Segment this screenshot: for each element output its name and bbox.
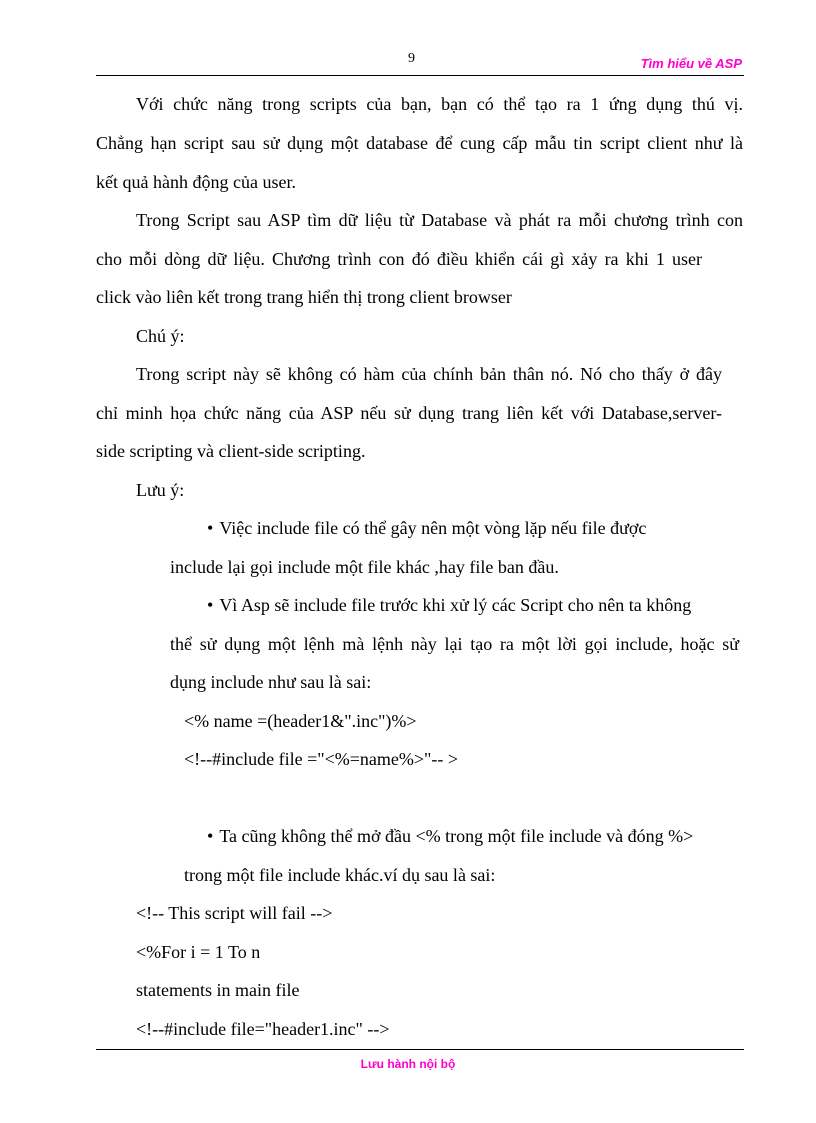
code-line: <!--#include file="header1.inc" --> — [136, 1019, 390, 1039]
bullet-item: • Việc include file có thể gây nên một vòng lặp nếu file được — [207, 518, 647, 538]
code-line: <% name =(header1&".inc")%> — [184, 711, 417, 731]
body-line: thể sử dụng một lệnh mà lệnh này lại tạo ra một lời gọi include, hoặc sử — [170, 634, 739, 654]
body-line: side scripting và client-side scripting. — [96, 441, 366, 461]
body-line: chỉ minh họa chức năng của ASP nếu sử dụng trang liên kết với Database,server- — [96, 403, 722, 423]
code-line: <!-- This script will fail --> — [136, 903, 333, 923]
body-line: trong một file include khác.ví dụ sau là sai: — [184, 865, 496, 885]
body-line: kết quả hành động của user. — [96, 172, 296, 192]
warning-label: Lưu ý: — [136, 480, 185, 500]
bullet-item: • Vì Asp sẽ include file trước khi xử lý các Script cho nên ta không — [207, 595, 692, 615]
header-rule — [96, 75, 744, 76]
body-line: Với chức năng trong scripts của bạn, bạn có thể tạo ra 1 ứng dụng thú vị. — [136, 94, 743, 114]
body-line: dụng include như sau là sai: — [170, 672, 372, 692]
body-line: include lại gọi include một file khác ,hay file ban đầu. — [170, 557, 559, 577]
footer-rule — [96, 1049, 744, 1050]
bullet-icon: • — [207, 826, 214, 846]
header-title: Tìm hiểu về ASP — [640, 56, 742, 71]
page-number: 9 — [408, 51, 415, 66]
code-line: <!--#include file ="<%=name%>"-- > — [184, 749, 459, 769]
footer-text: Lưu hành nội bộ — [360, 1057, 456, 1071]
body-line: click vào liên kết trong trang hiển thị trong client browser — [96, 287, 512, 307]
bullet-item: • Ta cũng không thể mở đầu <% trong một file include và đóng %> — [207, 826, 694, 846]
bullet-icon: • — [207, 518, 214, 538]
body-line: Trong Script sau ASP tìm dữ liệu từ Database và phát ra mỗi chương trình con — [136, 210, 743, 230]
code-line: statements in main file — [136, 980, 300, 1000]
body-line: Chẳng hạn script sau sử dụng một database để cung cấp mẫu tin script client như là — [96, 133, 743, 153]
code-line: <%For i = 1 To n — [136, 942, 261, 962]
body-line: cho mỗi dòng dữ liệu. Chương trình con đó điều khiển cái gì xảy ra khi 1 user — [96, 249, 702, 269]
note-label: Chú ý: — [136, 326, 185, 346]
body-line: Trong script này sẽ không có hàm của chính bản thân nó. Nó cho thấy ở đây — [136, 364, 722, 384]
bullet-icon: • — [207, 595, 214, 615]
